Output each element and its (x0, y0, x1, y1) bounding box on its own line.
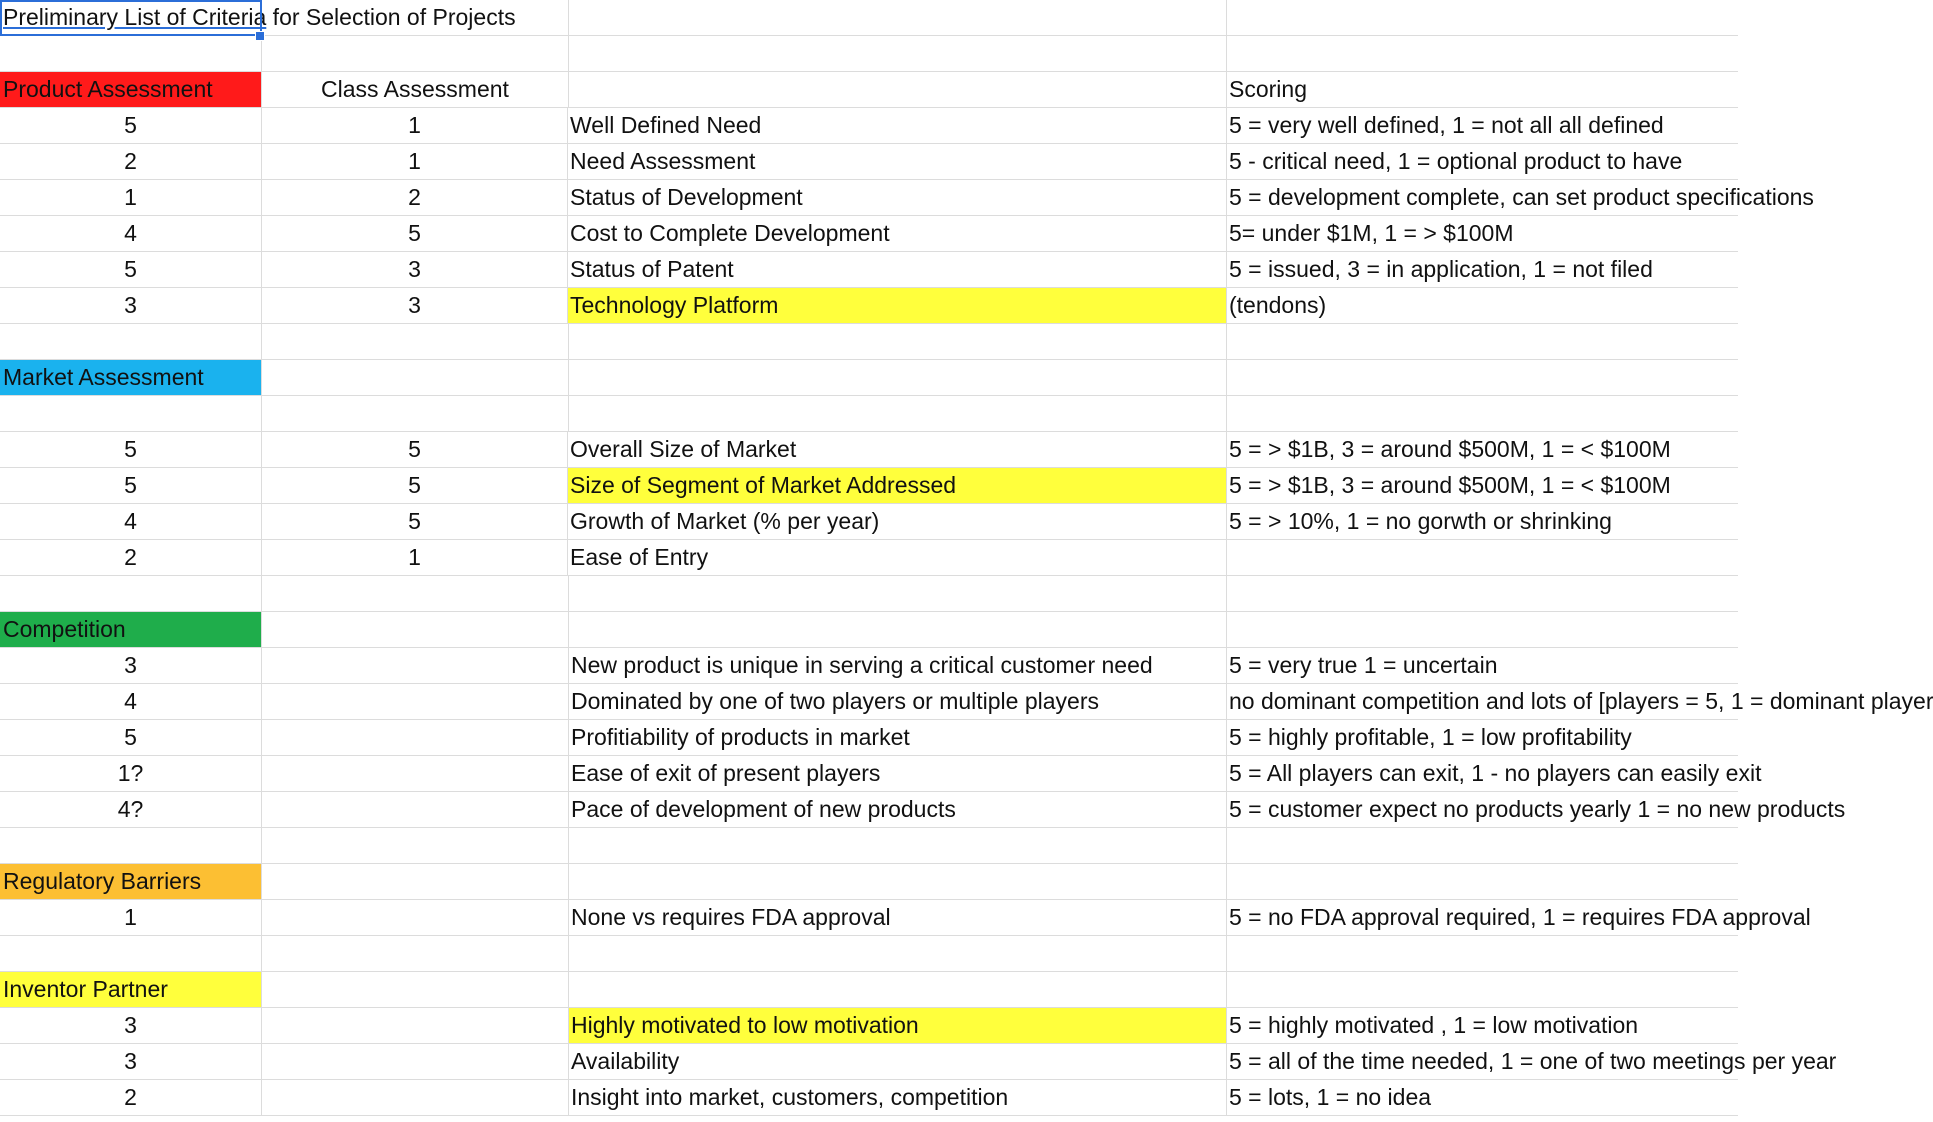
class-score[interactable]: 5 (262, 468, 568, 503)
table-row (0, 180, 1814, 216)
table-row (0, 540, 1738, 576)
empty-cell[interactable] (1227, 828, 1738, 863)
class-score[interactable] (262, 1008, 568, 1043)
empty-cell[interactable] (568, 864, 1227, 899)
empty-cell[interactable] (1227, 324, 1738, 359)
sheet-row (0, 936, 1738, 972)
criterion-cell[interactable]: Cost to Complete Development (568, 216, 1227, 251)
empty-cell[interactable] (1227, 972, 1738, 1007)
sheet-row (0, 324, 1738, 360)
product-score[interactable]: 2 (0, 540, 262, 575)
criterion-cell[interactable]: Pace of development of new products (568, 792, 1227, 827)
empty-cell[interactable] (1227, 396, 1738, 431)
product-score[interactable]: 1? (0, 756, 262, 791)
scoring-cell[interactable]: 5 = very true 1 = uncertain (1229, 652, 1498, 678)
product-score[interactable]: 5 (0, 252, 262, 287)
class-score[interactable] (262, 684, 568, 719)
criterion-cell-highlighted[interactable]: Size of Segment of Market Addressed (568, 468, 1227, 503)
empty-cell[interactable] (1227, 36, 1738, 71)
empty-cell[interactable] (568, 828, 1227, 863)
class-score[interactable] (262, 792, 568, 827)
table-row (0, 288, 1738, 324)
section-header-row (0, 864, 1738, 900)
criterion-cell-highlighted[interactable]: Technology Platform (568, 288, 1227, 323)
criterion-cell[interactable]: Overall Size of Market (568, 432, 1227, 467)
fill-handle[interactable] (255, 31, 265, 41)
scoring-cell[interactable]: 5 = highly profitable, 1 = low profitability (1229, 724, 1632, 750)
product-score[interactable]: 3 (0, 1044, 262, 1079)
sheet-row (0, 576, 1738, 612)
empty-cell[interactable] (262, 828, 568, 863)
section-header-row (0, 972, 1738, 1008)
empty-cell[interactable] (0, 396, 262, 431)
empty-cell[interactable] (0, 576, 262, 611)
table-row (0, 1080, 1738, 1116)
scoring-cell[interactable]: 5 = customer expect no products yearly 1 = no new products (1229, 796, 1846, 822)
class-score[interactable] (262, 756, 568, 791)
header-class-assessment[interactable]: Class Assessment (321, 76, 509, 102)
class-score[interactable]: 1 (262, 108, 568, 143)
empty-cell[interactable] (0, 324, 262, 359)
class-score[interactable]: 1 (262, 144, 568, 179)
table-row (0, 900, 1811, 936)
criterion-cell[interactable]: Need Assessment (568, 144, 1227, 179)
empty-cell[interactable] (568, 36, 1227, 71)
empty-cell[interactable] (262, 360, 568, 395)
product-score[interactable]: 1 (0, 900, 262, 935)
table-row (0, 792, 1846, 828)
product-score[interactable]: 1 (0, 180, 262, 215)
class-score[interactable] (262, 900, 568, 935)
empty-cell[interactable] (568, 72, 1227, 107)
table-row (0, 432, 1738, 468)
class-score[interactable]: 5 (262, 216, 568, 251)
empty-cell[interactable] (568, 360, 1227, 395)
table-row (0, 144, 1738, 180)
product-score[interactable]: 4 (0, 216, 262, 251)
product-score[interactable]: 4? (0, 792, 262, 827)
scoring-cell[interactable]: 5 - critical need, 1 = optional product to have (1229, 148, 1683, 174)
table-row (0, 1008, 1738, 1044)
class-score[interactable] (262, 1044, 568, 1079)
empty-cell[interactable] (262, 612, 568, 647)
scoring-cell[interactable]: no dominant competition and lots of [players = 5, 1 = dominant player (1229, 688, 1933, 714)
product-score[interactable]: 3 (0, 1008, 262, 1043)
class-score[interactable]: 2 (262, 180, 568, 215)
section-label-competition[interactable]: Competition (0, 612, 262, 647)
criterion-cell[interactable]: Availability (568, 1044, 1227, 1079)
product-score[interactable]: 2 (0, 1080, 262, 1115)
empty-cell[interactable] (262, 576, 568, 611)
criterion-cell[interactable]: Status of Patent (568, 252, 1227, 287)
section-header-row (0, 360, 1738, 396)
empty-cell[interactable] (262, 972, 568, 1007)
section-label-inventor[interactable]: Inventor Partner (0, 972, 262, 1007)
scoring-cell[interactable]: 5 = issued, 3 = in application, 1 = not filed (1229, 256, 1653, 282)
empty-cell[interactable] (0, 36, 262, 71)
title-cell[interactable] (0, 0, 516, 35)
table-row (0, 1044, 1837, 1080)
section-header-row (0, 72, 1738, 108)
scoring-cell[interactable] (1227, 540, 1738, 575)
scoring-cell[interactable]: 5 = All players can exit, 1 - no players can easily exit (1229, 760, 1762, 786)
criterion-cell[interactable]: New product is unique in serving a critical customer need (568, 648, 1227, 683)
class-score[interactable]: 5 (262, 504, 568, 539)
criterion-cell[interactable]: Profitiability of products in market (568, 720, 1227, 755)
class-score[interactable] (262, 648, 568, 683)
scoring-cell[interactable]: 5 = > 10%, 1 = no gorwth or shrinking (1229, 508, 1612, 534)
scoring-cell[interactable]: 5 = > $1B, 3 = around $500M, 1 = < $100M (1229, 472, 1671, 498)
sheet-row (0, 828, 1738, 864)
section-label-market[interactable]: Market Assessment (0, 360, 262, 395)
scoring-cell[interactable]: 5 = very well defined, 1 = not all all defined (1229, 112, 1664, 138)
scoring-cell[interactable]: 5 = all of the time needed, 1 = one of two meetings per year (1229, 1048, 1837, 1074)
empty-cell[interactable] (262, 396, 568, 431)
empty-cell[interactable] (0, 828, 262, 863)
product-score[interactable]: 4 (0, 504, 262, 539)
product-score[interactable]: 5 (0, 720, 262, 755)
table-row (0, 756, 1762, 792)
empty-cell[interactable] (262, 864, 568, 899)
section-label-product[interactable]: Product Assessment (0, 72, 262, 107)
criterion-cell-highlighted[interactable]: Highly motivated to low motivation (568, 1008, 1227, 1043)
sheet-row (0, 396, 1738, 432)
empty-cell[interactable] (568, 936, 1227, 971)
product-score[interactable]: 5 (0, 432, 262, 467)
criterion-cell[interactable]: None vs requires FDA approval (568, 900, 1227, 935)
table-row (0, 504, 1738, 540)
empty-cell[interactable] (1227, 0, 1738, 35)
table-row (0, 648, 1738, 684)
empty-cell[interactable] (262, 36, 568, 71)
table-row (0, 468, 1738, 504)
header-scoring[interactable]: Scoring (1229, 76, 1307, 102)
criterion-cell[interactable]: Well Defined Need (568, 108, 1227, 143)
empty-cell[interactable] (568, 576, 1227, 611)
title-rest-text: for Selection of Projects (266, 4, 516, 30)
table-row (0, 252, 1738, 288)
scoring-cell[interactable]: 5 = lots, 1 = no idea (1229, 1084, 1432, 1110)
criterion-cell[interactable]: Dominated by one of two players or multiple players (568, 684, 1227, 719)
section-header-row (0, 612, 1738, 648)
criterion-cell[interactable]: Growth of Market (% per year) (568, 504, 1227, 539)
empty-cell[interactable] (568, 972, 1227, 1007)
empty-cell[interactable] (568, 0, 1227, 35)
class-score[interactable]: 5 (262, 432, 568, 467)
title-underlined-text: Preliminary List of Criteria (3, 4, 267, 30)
table-row (0, 108, 1738, 144)
empty-cell[interactable] (1227, 360, 1738, 395)
product-score[interactable]: 3 (0, 288, 262, 323)
table-row (0, 684, 1933, 720)
empty-cell[interactable] (262, 936, 568, 971)
product-score[interactable]: 3 (0, 648, 262, 683)
scoring-cell[interactable]: 5= under $1M, 1 = > $100M (1229, 220, 1514, 246)
empty-cell[interactable] (568, 396, 1227, 431)
empty-cell[interactable] (568, 324, 1227, 359)
product-score[interactable]: 5 (0, 468, 262, 503)
empty-cell[interactable] (262, 324, 568, 359)
empty-cell[interactable] (1227, 864, 1738, 899)
scoring-cell[interactable]: 5 = > $1B, 3 = around $500M, 1 = < $100M (1229, 436, 1671, 462)
product-score[interactable]: 4 (0, 684, 262, 719)
empty-cell[interactable] (1227, 936, 1738, 971)
table-row (0, 720, 1738, 756)
class-score[interactable]: 3 (262, 288, 568, 323)
criterion-cell[interactable]: Ease of exit of present players (568, 756, 1227, 791)
section-label-regulatory[interactable]: Regulatory Barriers (0, 864, 262, 899)
class-score[interactable]: 3 (262, 252, 568, 287)
scoring-cell[interactable]: (tendons) (1229, 292, 1327, 318)
criterion-cell[interactable]: Status of Development (568, 180, 1227, 215)
product-score[interactable]: 5 (0, 108, 262, 143)
scoring-cell[interactable]: 5 = no FDA approval required, 1 = requires FDA approval (1229, 904, 1811, 930)
class-score[interactable] (262, 1080, 568, 1115)
class-score[interactable] (262, 720, 568, 755)
scoring-cell[interactable]: 5 = highly motivated , 1 = low motivation (1229, 1012, 1639, 1038)
scoring-cell[interactable]: 5 = development complete, can set product specifications (1229, 184, 1814, 210)
empty-cell[interactable] (1227, 612, 1738, 647)
class-score[interactable]: 1 (262, 540, 568, 575)
product-score[interactable]: 2 (0, 144, 262, 179)
table-row (0, 216, 1738, 252)
empty-cell[interactable] (0, 936, 262, 971)
criterion-cell[interactable]: Ease of Entry (568, 540, 1227, 575)
sheet-row (0, 36, 1738, 72)
empty-cell[interactable] (1227, 576, 1738, 611)
criterion-cell[interactable]: Insight into market, customers, competition (568, 1080, 1227, 1115)
sheet-row (0, 0, 1738, 36)
empty-cell[interactable] (568, 612, 1227, 647)
